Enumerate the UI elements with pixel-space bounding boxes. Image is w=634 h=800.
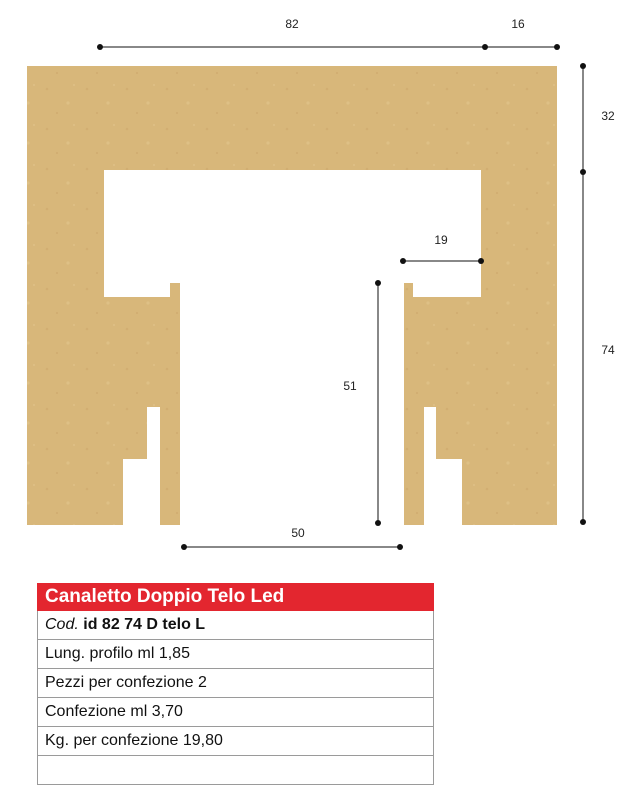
- product-title-row: [38, 584, 434, 611]
- spec-row: [38, 669, 434, 698]
- product-code-row: [38, 611, 434, 640]
- dim-label-top-left: 82: [285, 17, 299, 31]
- product-code-prefix: Cod.: [45, 616, 79, 633]
- dim-label-bottom-opening: 50: [291, 526, 305, 540]
- dim-label-right-full: 74: [601, 343, 615, 357]
- spec-row: [38, 756, 434, 785]
- spec-row: [38, 698, 434, 727]
- spec-package-weight: Kg. per confezione 19,80: [38, 727, 434, 756]
- dim-label-inner-slot: 19: [434, 233, 448, 247]
- profile-shape: [27, 66, 557, 525]
- product-title: Canaletto Doppio Telo Led: [38, 584, 434, 611]
- product-spec-table: [37, 583, 434, 785]
- dim-label-right-top: 32: [601, 109, 615, 123]
- dim-label-top-right: 16: [511, 17, 525, 31]
- dim-label-channel-depth: 51: [343, 379, 357, 393]
- spec-empty: [38, 756, 434, 785]
- spec-package-length: Confezione ml 3,70: [38, 698, 434, 727]
- product-code-cell: [38, 611, 434, 640]
- product-code-value: id 82 74 D telo L: [83, 616, 206, 633]
- spec-row: [38, 727, 434, 756]
- spec-pieces: Pezzi per confezione 2: [38, 669, 434, 698]
- spec-length: Lung. profilo ml 1,85: [38, 640, 434, 669]
- spec-row: [38, 640, 434, 669]
